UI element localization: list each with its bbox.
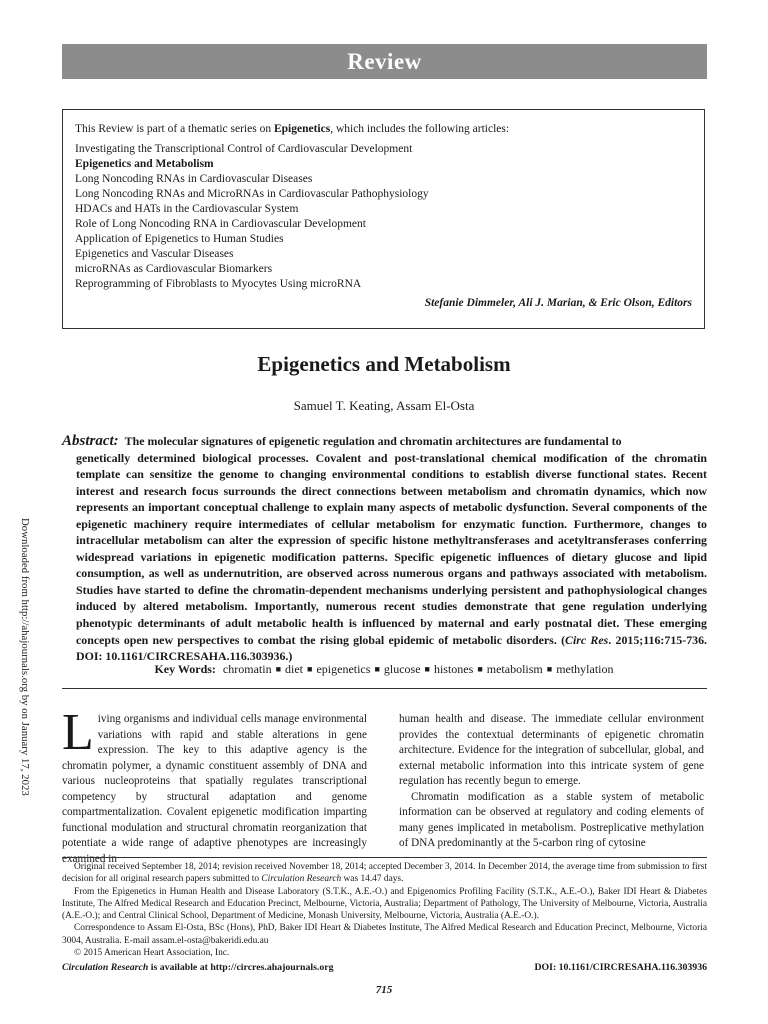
series-article: Long Noncoding RNAs in Cardiovascular Diseases [75,173,313,185]
abstract-first-line: The molecular signatures of epigenetic regulation and chromatin architectures are fundamental to [124,434,622,448]
series-article: microRNAs as Cardiovascular Biomarkers [75,263,273,275]
section-divider [62,688,707,689]
series-article: Role of Long Noncoding RNA in Cardiovascular Development [75,218,366,230]
keyword: diet [285,662,304,676]
received-text: Original received September 18, 2014; revision received November 18, 2014; accepted December 3, 2014. In December 2014, the average time from submission to first decision for all original research papers submitted to [62,862,707,885]
body-paragraph: iving organisms and individual cells manage environmental variations with rapid and stable alterations in gene expression. The key to this adaptive agency is the chromatin polymer, a dynamic constituent assembly of DNA and various nucleoproteins that spatially regulates transcriptional competency by structural adaptation and genome compartmentalization. Covalent epigenetic modification imparting functional modulation and structural chromatin reorganization that potentiate a wide range of adaptive phenotypes are increasingly examined in [62,713,367,865]
drop-cap: L [62,704,94,761]
footnote-divider [62,857,707,858]
received-journal: Circulation Research [261,874,342,885]
keyword-separator: ■ [424,664,430,674]
footer-availability: is available at http://circres.ahajournals.org [148,962,334,973]
article-authors: Samuel T. Keating, Assam El-Osta [293,398,475,413]
series-topic: Epigenetics [273,123,331,135]
abstract-cite-rest: . 2015;116:715-736. DOI: 10.1161/CIRCRESAHA.116.303936.) [76,632,707,664]
affiliation-note: From the Epigenetics in Human Health and Disease Laboratory (S.T.K., A.E.-O.) and Epigenomics Profiling Facility (S.T.K., A.E.-O.), Baker IDI Heart & Diabetes Institute, The Alfred Medical Research and Education Precinct, Melbourne, Victoria, Australia; Department of Pathology, The University of Melbourne, Victoria, Australia (A.E.-O.); and Central Clinical School, Department of Medicine, Monash University, Melbourne, Victoria, Australia (A.E.-O.). [62,886,707,922]
series-article: HDACs and HATs in the Cardiovascular System [75,203,299,215]
footnotes [62,861,707,959]
received-note [62,861,707,886]
key-words [0,662,768,677]
body-column-right [399,712,704,852]
series-article: Reprogramming of Fibroblasts to Myocytes Using microRNA [75,278,362,290]
abstract-cite-open: ( [561,632,566,647]
keyword: chromatin [222,662,272,676]
journal-footer [62,962,707,973]
keyword-separator: ■ [477,664,483,674]
keyword-separator: ■ [374,664,380,674]
keyword-separator: ■ [275,664,282,674]
keyword: metabolism [486,662,543,676]
series-intro-post: , which includes the following articles: [330,123,510,135]
series-intro-pre: This Review is part of a thematic series on [75,123,274,135]
series-article-current: Epigenetics and Metabolism [75,158,214,170]
keyword: histones [433,662,474,676]
series-article: Epigenetics and Vascular Diseases [75,248,234,260]
abstract-label: Abstract: [62,433,119,449]
series-intro [75,122,692,137]
series-article: Application of Epigenetics to Human Studies [75,233,284,245]
abstract-cite-journal: Circ Res [565,632,609,647]
received-days: was 14.47 days. [341,874,404,885]
series-article: Long Noncoding RNAs and MicroRNAs in Cardiovascular Pathophysiology [75,188,429,200]
body-paragraph: Chromatin modification as a stable system of metabolic information can be observed at regulatory and coding elements of many genes implicated in metabolism. Postreplicative methylation of DNA predominantly at the 5-carbon ring of cytosine [399,790,704,849]
body-column-left [62,704,367,867]
series-editors: Stefanie Dimmeler, Ali J. Marian, & Eric Olson, Editors [424,297,692,309]
abstract-body [62,450,707,665]
keyword-separator: ■ [307,664,313,674]
footer-journal: Circulation Research [62,962,149,973]
page-number: 715 [375,984,393,996]
keyword: glucose [383,662,421,676]
keyword: epigenetics [316,662,371,676]
article-title: Epigenetics and Metabolism [257,352,511,376]
series-article: Investigating the Transcriptional Control of Cardiovascular Development [75,143,413,155]
keyword: methylation [556,662,614,676]
download-watermark: Downloaded from http://ahajournals.org by on January 17, 2023 [19,518,31,796]
section-banner: Review [62,44,707,79]
series-article-list [75,142,692,292]
key-words-label: Key Words: [154,662,216,676]
keyword-separator: ■ [546,664,553,674]
footer-doi: DOI: 10.1161/CIRCRESAHA.116.303936 [534,962,707,973]
body-paragraph: human health and disease. The immediate cellular environment provides the contextual determinants of epigenetic chromatin architecture. Evidence for the integration of subcellular, global, and external metabolic information into this intricate system of gene regulation has recently begun to emerge. [399,713,704,787]
abstract [62,433,707,665]
correspondence-note: Correspondence to Assam El-Osta, BSc (Hons), PhD, Baker IDI Heart & Diabetes Institute, The Alfred Medical Research and Education Precinct, Melbourne, Victoria 3004, Australia. E-mail assam.el-osta@bakeridi.edu.au [62,923,707,946]
thematic-series-box [62,109,705,329]
copyright-note: © 2015 American Heart Association, Inc. [74,948,230,959]
abstract-text: genetically determined biological processes. Covalent and post-translational chemical modification of the chromatin template can sensitize the genome to changing environmental conditions to establish diverse functional states. Recent interest and research focus surrounds the direct connections between metabolism and chromatin dynamics, which now represents an important conceptual challenge to explain many aspects of metabolic dysfunction. Several components of the epigenetic machinery require intermediates of cellular metabolism for enzymatic function. Furthermore, changes to intracellular metabolism can alter the expression of specific histone methyltransferases and acetyltransferases conferring widespread variations in epigenetic modification patterns. Specific epigenetic influences of dietary glucose and lipid consumption, as well as undernutrition, are observed across numerous organs and pathways associated with metabolism. Studies have started to define the chromatin-dependent mechanisms underlying persistent and pathophysiological changes induced by altered metabolism. Importantly, numerous recent studies demonstrate that gene regulation underlying phenotypic determinants of adult metabolic health is influenced by maternal and early postnatal diet. These emerging concepts open new perspectives to combat the rising global epidemic of metabolic disorders. [76,450,707,647]
